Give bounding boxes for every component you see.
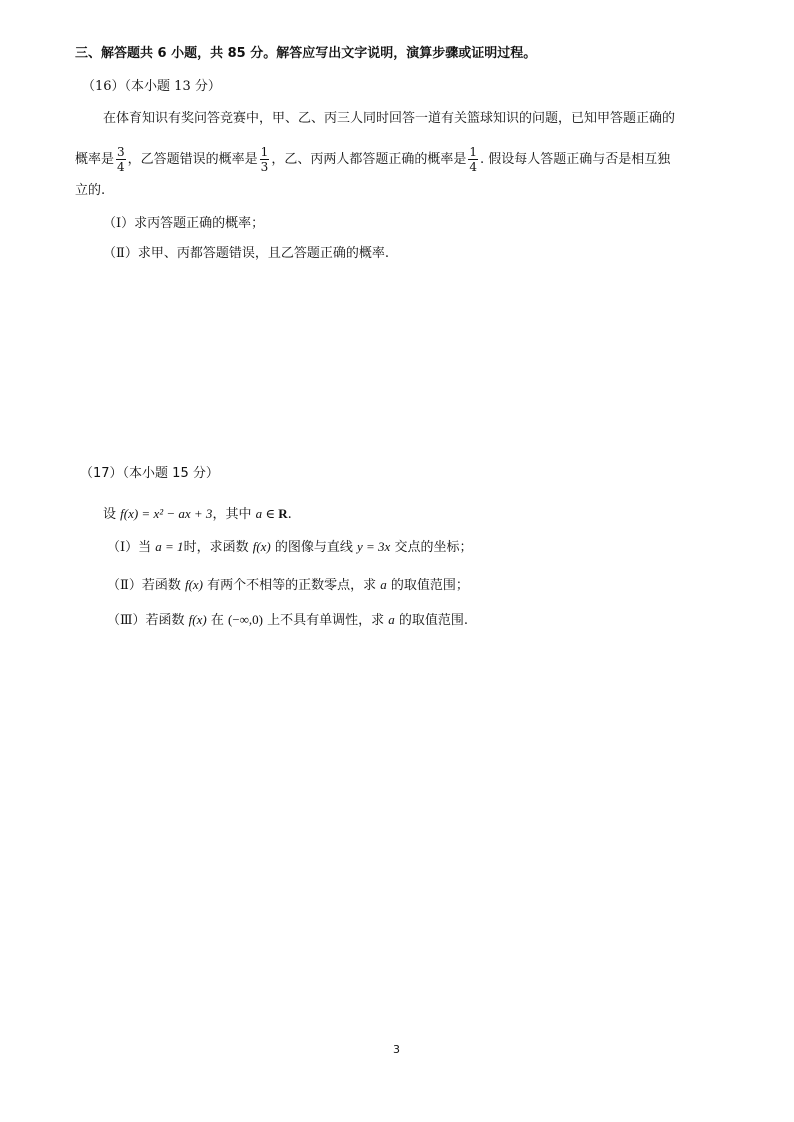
q17-sub3-text-b: 在 — [206, 613, 228, 628]
q17-subquestion-2 — [107, 576, 469, 595]
fraction-1-3 — [260, 145, 270, 174]
q17-sub3-text-a: （Ⅲ）若函数 — [107, 613, 189, 628]
fraction-numerator: 1 — [469, 145, 477, 159]
q17-sub3-text-d: 的取值范围. — [394, 613, 469, 628]
q17-subquestion-1 — [107, 538, 472, 557]
q17-subquestion-3 — [107, 611, 468, 630]
q17-stem-text-b: ，其中 — [212, 507, 256, 522]
fraction-3-4 — [116, 145, 126, 174]
q17-sub1-text-d: 交点的坐标； — [390, 540, 473, 555]
q17-sub2-text-a: （Ⅱ）若函数 — [107, 578, 185, 593]
q17-parameter-domain: a ∈ — [255, 506, 279, 521]
q17-sub1-math-f: f(x) — [252, 539, 271, 554]
q17-sub3-math-interval: (−∞,0) — [227, 612, 263, 627]
q17-sub1-text-b: 时，求函数 — [183, 540, 253, 555]
q16-subquestion-2: （Ⅱ）求甲、丙都答题错误，且乙答题正确的概率. — [103, 246, 389, 261]
q17-sub3-text-c: 上不具有单调性，求 — [263, 613, 389, 628]
q17-stem — [103, 505, 292, 524]
q17-sub2-math-f: f(x) — [184, 577, 204, 592]
q17-sub1-math-a: a = 1 — [155, 539, 184, 554]
fraction-numerator: 1 — [260, 145, 269, 159]
q17-function-definition: f(x) = x² − ax + 3 — [120, 506, 213, 521]
q16-stem-text-d: . 假设每人答题正确与否是相互独 — [479, 152, 671, 167]
fraction-1-4 — [468, 145, 478, 174]
q17-sub1-math-line: y = 3x — [357, 539, 391, 554]
fraction-denominator: 4 — [469, 160, 477, 174]
q17-stem-text-a: 设 — [103, 507, 121, 522]
fraction-denominator: 4 — [117, 160, 125, 174]
q16-stem-text-a: 概率是 — [75, 152, 115, 167]
q17-sub1-text-c: 的图像与直线 — [270, 540, 358, 555]
section-header: 三、解答题共 6 小题，共 85 分。解答应写出文字说明，演算步骤或证明过程。 — [75, 46, 537, 61]
q17-sub2-text-c: 的取值范围； — [386, 578, 469, 593]
q16-stem-line1: 在体育知识有奖问答竞赛中，甲、乙、丙三人同时回答一道有关篮球知识的问题，已知甲答题正确的 — [103, 111, 676, 126]
q16-stem-line2 — [75, 145, 670, 174]
q16-stem-line3: 立的. — [75, 183, 106, 198]
fraction-denominator: 3 — [260, 160, 269, 174]
q17-sub3-math-f: f(x) — [188, 612, 207, 627]
q17-stem-text-c: . — [287, 507, 292, 522]
q16-number: （16）（本小题 13 分） — [82, 79, 221, 94]
q16-subquestion-1: （Ⅰ）求丙答题正确的概率； — [103, 216, 265, 231]
q17-sub1-text-a: （Ⅰ）当 — [107, 540, 156, 555]
q17-number: （17）（本小题 15 分） — [80, 466, 219, 481]
q17-sub3-math-a: a — [388, 612, 395, 627]
q16-stem-text-b: ，乙答题错误的概率是 — [127, 152, 258, 167]
q16-stem-text-c: ，乙、丙两人都答题正确的概率是 — [271, 152, 467, 167]
page-number: 3 — [393, 1043, 400, 1056]
q17-sub2-math-a: a — [380, 577, 387, 592]
q17-sub2-text-b: 有两个不相等的正数零点，求 — [203, 578, 381, 593]
real-numbers-symbol: R — [278, 506, 288, 521]
fraction-numerator: 3 — [117, 145, 125, 159]
